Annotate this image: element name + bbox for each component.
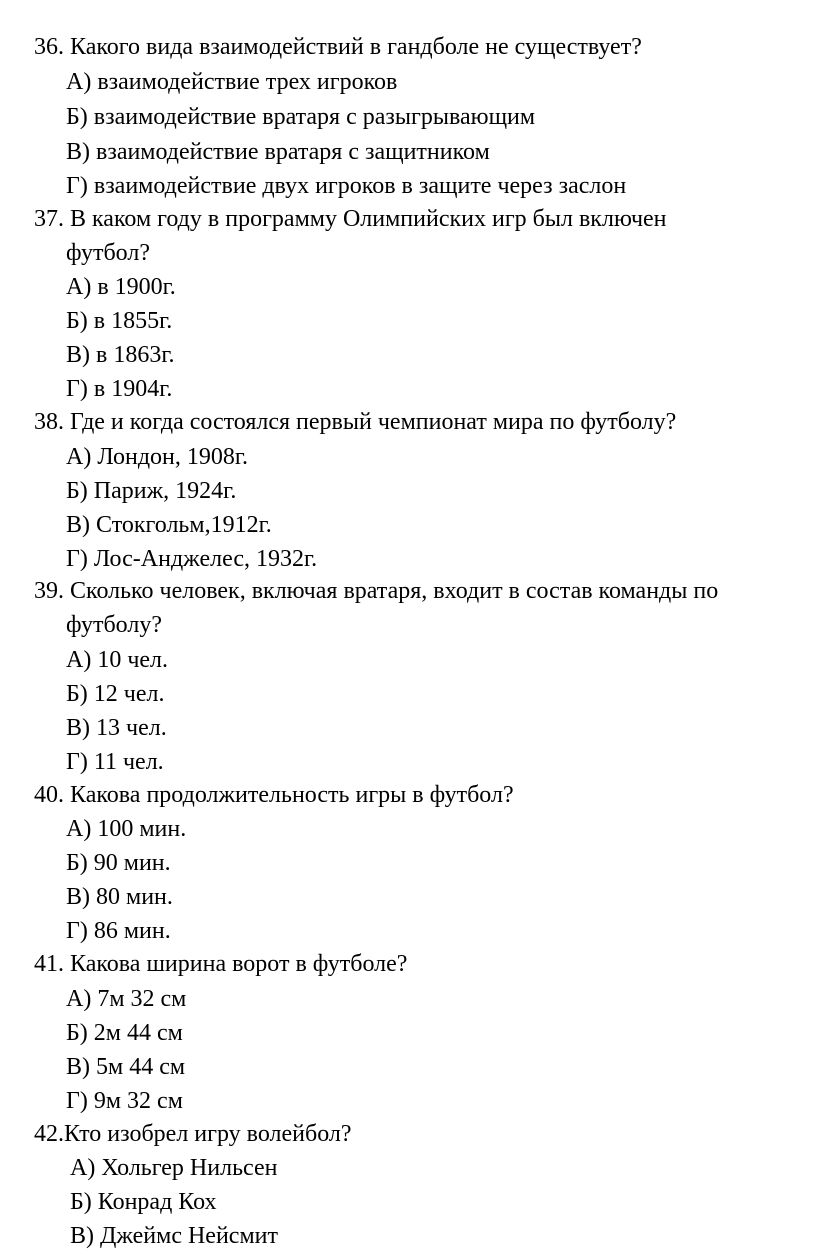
answer-option: В) 5м 44 см bbox=[66, 1054, 186, 1080]
answer-option: В) 13 чел. bbox=[66, 715, 167, 741]
question-number: 41. bbox=[34, 951, 64, 977]
question-41-text bbox=[34, 947, 407, 981]
question-42-text bbox=[34, 1117, 352, 1151]
question-text: Какого вида взаимодействий в гандболе не существует? bbox=[70, 34, 642, 60]
answer-option: Б) в 1855г. bbox=[66, 308, 173, 334]
answer-option: Г) 86 мин. bbox=[66, 918, 171, 944]
answer-option: Б) Конрад Кох bbox=[70, 1189, 217, 1215]
answer-option: Г) в 1904г. bbox=[66, 376, 173, 402]
answer-option: В) Джеймс Нейсмит bbox=[70, 1223, 278, 1249]
question-37-text bbox=[34, 202, 667, 236]
question-number: 42. bbox=[34, 1121, 64, 1147]
question-text-continuation: футбол? bbox=[66, 240, 150, 266]
answer-option: Б) 2м 44 см bbox=[66, 1020, 183, 1046]
question-36-text bbox=[34, 30, 642, 64]
answer-option: А) Хольгер Нильсен bbox=[70, 1155, 278, 1181]
answer-option: Г) 9м 32 см bbox=[66, 1088, 183, 1114]
answer-option: В) в 1863г. bbox=[66, 342, 175, 368]
question-text: Где и когда состоялся первый чемпионат мира по футболу? bbox=[70, 409, 677, 435]
answer-option: В) 80 мин. bbox=[66, 884, 173, 910]
answer-option: А) 100 мин. bbox=[66, 816, 187, 842]
answer-option: А) 7м 32 см bbox=[66, 986, 187, 1012]
question-number: 36. bbox=[34, 34, 64, 60]
question-number: 40. bbox=[34, 782, 64, 808]
question-text: Кто изобрел игру волейбол? bbox=[64, 1121, 352, 1147]
question-number: 38. bbox=[34, 409, 64, 435]
answer-option: Б) взаимодействие вратаря с разыгрывающим bbox=[66, 104, 536, 130]
answer-option: Г) 11 чел. bbox=[66, 749, 164, 775]
answer-option: А) Лондон, 1908г. bbox=[66, 444, 249, 470]
question-number: 39. bbox=[34, 578, 64, 604]
question-text-continuation: футболу? bbox=[66, 612, 162, 638]
answer-option: А) взаимодействие трех игроков bbox=[66, 69, 398, 95]
answer-option: Б) Париж, 1924г. bbox=[66, 478, 237, 504]
question-39-text bbox=[34, 574, 718, 608]
question-text: Сколько человек, включая вратаря, входит в состав команды по bbox=[70, 578, 719, 604]
question-number: 37. bbox=[34, 206, 64, 232]
answer-option: В) Стокгольм,1912г. bbox=[66, 512, 272, 538]
answer-option: А) в 1900г. bbox=[66, 274, 176, 300]
answer-option: Г) взаимодействие двух игроков в защите через заслон bbox=[66, 173, 627, 199]
question-40-text bbox=[34, 778, 514, 812]
question-38-text bbox=[34, 405, 676, 439]
answer-option: А) 10 чел. bbox=[66, 647, 169, 673]
question-text: Какова продолжительность игры в футбол? bbox=[70, 782, 514, 808]
answer-option: Б) 90 мин. bbox=[66, 850, 171, 876]
answer-option: Г) Лос-Анджелес, 1932г. bbox=[66, 546, 318, 572]
question-text: Какова ширина ворот в футболе? bbox=[70, 951, 408, 977]
answer-option: Б) 12 чел. bbox=[66, 681, 165, 707]
answer-option: В) взаимодействие вратаря с защитником bbox=[66, 139, 490, 165]
question-text: В каком году в программу Олимпийских игр был включен bbox=[70, 206, 667, 232]
